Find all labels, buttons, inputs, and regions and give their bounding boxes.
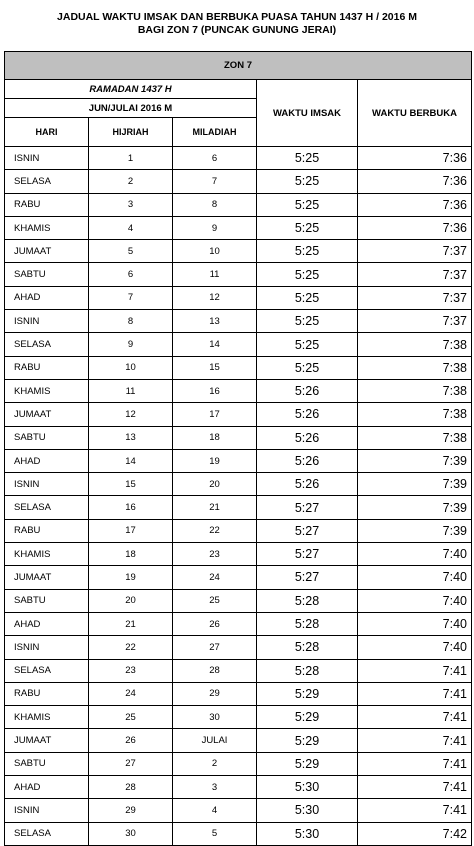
day-cell: SABTU xyxy=(5,426,89,449)
hijriah-cell: 17 xyxy=(89,519,173,542)
hijriah-cell: 30 xyxy=(89,822,173,845)
table-row xyxy=(5,356,472,379)
hijriah-cell: 20 xyxy=(89,589,173,612)
hijriah-cell: 3 xyxy=(89,193,173,216)
day-cell: KHAMIS xyxy=(5,216,89,239)
table-row xyxy=(5,612,472,635)
hijriah-cell: 22 xyxy=(89,636,173,659)
day-cell: JUMAAT xyxy=(5,729,89,752)
table-row xyxy=(5,426,472,449)
day-cell: ISNIN xyxy=(5,636,89,659)
imsak-time-cell: 5:27 xyxy=(257,496,358,519)
table-row xyxy=(5,636,472,659)
table-row xyxy=(5,473,472,496)
imsak-time-cell: 5:27 xyxy=(257,519,358,542)
miladiah-cell: 21 xyxy=(173,496,257,519)
miladiah-cell: 9 xyxy=(173,216,257,239)
header-berbuka: WAKTU BERBUKA xyxy=(358,80,472,147)
hijriah-cell: 13 xyxy=(89,426,173,449)
table-row xyxy=(5,193,472,216)
hijriah-cell: 9 xyxy=(89,333,173,356)
imsak-time-cell: 5:27 xyxy=(257,566,358,589)
miladiah-cell: 28 xyxy=(173,659,257,682)
zone-row xyxy=(5,52,472,80)
table-row xyxy=(5,589,472,612)
berbuka-time-cell: 7:39 xyxy=(358,449,472,472)
table-row xyxy=(5,776,472,799)
imsak-time-cell: 5:29 xyxy=(257,682,358,705)
day-cell: ISNIN xyxy=(5,799,89,822)
table-row xyxy=(5,682,472,705)
miladiah-cell: 5 xyxy=(173,822,257,845)
berbuka-time-cell: 7:39 xyxy=(358,519,472,542)
miladiah-cell: 23 xyxy=(173,543,257,566)
miladiah-cell: 17 xyxy=(173,403,257,426)
imsak-time-cell: 5:29 xyxy=(257,706,358,729)
hijriah-cell: 26 xyxy=(89,729,173,752)
header-miladiah: MILADIAH xyxy=(173,118,257,147)
day-cell: SELASA xyxy=(5,333,89,356)
day-cell: AHAD xyxy=(5,776,89,799)
table-row xyxy=(5,333,472,356)
berbuka-time-cell: 7:40 xyxy=(358,636,472,659)
hijriah-cell: 28 xyxy=(89,776,173,799)
ramadan-label: RAMADAN 1437 H xyxy=(5,80,257,99)
miladiah-cell: 27 xyxy=(173,636,257,659)
berbuka-time-cell: 7:41 xyxy=(358,799,472,822)
imsak-time-cell: 5:26 xyxy=(257,473,358,496)
miladiah-cell: 2 xyxy=(173,752,257,775)
day-cell: ISNIN xyxy=(5,310,89,333)
hijriah-cell: 24 xyxy=(89,682,173,705)
hijriah-cell: 2 xyxy=(89,170,173,193)
day-cell: SELASA xyxy=(5,822,89,845)
hijriah-cell: 16 xyxy=(89,496,173,519)
table-row xyxy=(5,263,472,286)
berbuka-time-cell: 7:38 xyxy=(358,379,472,402)
imsak-time-cell: 5:29 xyxy=(257,729,358,752)
hijriah-cell: 4 xyxy=(89,216,173,239)
berbuka-time-cell: 7:36 xyxy=(358,216,472,239)
berbuka-time-cell: 7:37 xyxy=(358,240,472,263)
imsak-time-cell: 5:27 xyxy=(257,543,358,566)
hijriah-cell: 21 xyxy=(89,612,173,635)
imsak-time-cell: 5:25 xyxy=(257,193,358,216)
day-cell: SABTU xyxy=(5,263,89,286)
table-row xyxy=(5,706,472,729)
header-imsak: WAKTU IMSAK xyxy=(257,80,358,147)
imsak-time-cell: 5:25 xyxy=(257,286,358,309)
header-hijriah: HIJRIAH xyxy=(89,118,173,147)
day-cell: KHAMIS xyxy=(5,543,89,566)
table-row xyxy=(5,729,472,752)
table-row xyxy=(5,286,472,309)
imsak-time-cell: 5:30 xyxy=(257,776,358,799)
hijriah-cell: 7 xyxy=(89,286,173,309)
day-cell: SELASA xyxy=(5,496,89,519)
berbuka-time-cell: 7:41 xyxy=(358,729,472,752)
day-cell: ISNIN xyxy=(5,147,89,170)
imsak-time-cell: 5:25 xyxy=(257,333,358,356)
day-cell: RABU xyxy=(5,193,89,216)
miladiah-cell: 29 xyxy=(173,682,257,705)
table-row xyxy=(5,379,472,402)
miladiah-cell: 20 xyxy=(173,473,257,496)
miladiah-cell: 24 xyxy=(173,566,257,589)
day-cell: JUMAAT xyxy=(5,566,89,589)
hijriah-cell: 6 xyxy=(89,263,173,286)
miladiah-cell: 22 xyxy=(173,519,257,542)
schedule-body xyxy=(5,52,472,846)
imsak-time-cell: 5:25 xyxy=(257,310,358,333)
hijriah-cell: 23 xyxy=(89,659,173,682)
miladiah-cell: 3 xyxy=(173,776,257,799)
miladiah-cell: 16 xyxy=(173,379,257,402)
imsak-time-cell: 5:25 xyxy=(257,240,358,263)
table-row xyxy=(5,170,472,193)
berbuka-time-cell: 7:42 xyxy=(358,822,472,845)
berbuka-time-cell: 7:41 xyxy=(358,706,472,729)
imsak-time-cell: 5:26 xyxy=(257,426,358,449)
imsak-time-cell: 5:25 xyxy=(257,216,358,239)
miladiah-cell: 30 xyxy=(173,706,257,729)
day-cell: KHAMIS xyxy=(5,706,89,729)
berbuka-time-cell: 7:41 xyxy=(358,752,472,775)
miladiah-cell: 4 xyxy=(173,799,257,822)
schedule-table xyxy=(4,51,472,846)
miladiah-cell: 10 xyxy=(173,240,257,263)
berbuka-time-cell: 7:37 xyxy=(358,263,472,286)
table-row xyxy=(5,403,472,426)
hijriah-cell: 18 xyxy=(89,543,173,566)
hijriah-cell: 15 xyxy=(89,473,173,496)
berbuka-time-cell: 7:40 xyxy=(358,566,472,589)
imsak-time-cell: 5:25 xyxy=(257,356,358,379)
table-row xyxy=(5,449,472,472)
imsak-time-cell: 5:30 xyxy=(257,799,358,822)
imsak-time-cell: 5:28 xyxy=(257,636,358,659)
table-row xyxy=(5,659,472,682)
imsak-time-cell: 5:29 xyxy=(257,752,358,775)
miladiah-cell: 13 xyxy=(173,310,257,333)
table-row xyxy=(5,496,472,519)
day-cell: AHAD xyxy=(5,286,89,309)
berbuka-time-cell: 7:39 xyxy=(358,473,472,496)
hijriah-cell: 27 xyxy=(89,752,173,775)
table-row xyxy=(5,822,472,845)
miladiah-cell: 18 xyxy=(173,426,257,449)
imsak-time-cell: 5:28 xyxy=(257,659,358,682)
table-row xyxy=(5,216,472,239)
day-cell: SELASA xyxy=(5,170,89,193)
imsak-time-cell: 5:26 xyxy=(257,403,358,426)
day-cell: ISNIN xyxy=(5,473,89,496)
imsak-time-cell: 5:28 xyxy=(257,589,358,612)
imsak-time-cell: 5:30 xyxy=(257,822,358,845)
table-row xyxy=(5,799,472,822)
berbuka-time-cell: 7:40 xyxy=(358,589,472,612)
miladiah-cell: 15 xyxy=(173,356,257,379)
hijriah-cell: 14 xyxy=(89,449,173,472)
hijriah-cell: 8 xyxy=(89,310,173,333)
berbuka-time-cell: 7:40 xyxy=(358,543,472,566)
zone-label: ZON 7 xyxy=(5,52,472,80)
berbuka-time-cell: 7:37 xyxy=(358,286,472,309)
table-row xyxy=(5,240,472,263)
miladiah-cell: 26 xyxy=(173,612,257,635)
table-row xyxy=(5,566,472,589)
month-label: JUN/JULAI 2016 M xyxy=(5,99,257,118)
berbuka-time-cell: 7:36 xyxy=(358,147,472,170)
berbuka-time-cell: 7:36 xyxy=(358,193,472,216)
berbuka-time-cell: 7:39 xyxy=(358,496,472,519)
page-subtitle: BAGI ZON 7 (PUNCAK GUNUNG JERAI) xyxy=(137,24,337,36)
table-row xyxy=(5,147,472,170)
hijriah-cell: 29 xyxy=(89,799,173,822)
table-row xyxy=(5,310,472,333)
day-cell: KHAMIS xyxy=(5,379,89,402)
berbuka-time-cell: 7:40 xyxy=(358,612,472,635)
miladiah-cell: JULAI xyxy=(173,729,257,752)
berbuka-time-cell: 7:36 xyxy=(358,170,472,193)
berbuka-time-cell: 7:41 xyxy=(358,682,472,705)
table-row xyxy=(5,543,472,566)
miladiah-cell: 11 xyxy=(173,263,257,286)
day-cell: SABTU xyxy=(5,589,89,612)
berbuka-time-cell: 7:38 xyxy=(358,403,472,426)
hijriah-cell: 11 xyxy=(89,379,173,402)
table-row xyxy=(5,752,472,775)
hijriah-cell: 1 xyxy=(89,147,173,170)
miladiah-cell: 19 xyxy=(173,449,257,472)
hijriah-cell: 10 xyxy=(89,356,173,379)
hijriah-cell: 5 xyxy=(89,240,173,263)
imsak-time-cell: 5:25 xyxy=(257,147,358,170)
miladiah-cell: 7 xyxy=(173,170,257,193)
miladiah-cell: 12 xyxy=(173,286,257,309)
imsak-time-cell: 5:26 xyxy=(257,449,358,472)
berbuka-time-cell: 7:37 xyxy=(358,310,472,333)
berbuka-time-cell: 7:38 xyxy=(358,333,472,356)
miladiah-cell: 25 xyxy=(173,589,257,612)
page-title: JADUAL WAKTU IMSAK DAN BERBUKA PUASA TAHUN 1437 H / 2016 M xyxy=(57,11,417,23)
berbuka-time-cell: 7:38 xyxy=(358,426,472,449)
header-hari: HARI xyxy=(5,118,89,147)
hijriah-cell: 12 xyxy=(89,403,173,426)
hijriah-cell: 19 xyxy=(89,566,173,589)
day-cell: AHAD xyxy=(5,612,89,635)
miladiah-cell: 6 xyxy=(173,147,257,170)
table-row xyxy=(5,519,472,542)
hijriah-cell: 25 xyxy=(89,706,173,729)
day-cell: JUMAAT xyxy=(5,403,89,426)
day-cell: RABU xyxy=(5,356,89,379)
imsak-time-cell: 5:28 xyxy=(257,612,358,635)
day-cell: RABU xyxy=(5,682,89,705)
day-cell: SABTU xyxy=(5,752,89,775)
berbuka-time-cell: 7:41 xyxy=(358,776,472,799)
day-cell: JUMAAT xyxy=(5,240,89,263)
berbuka-time-cell: 7:41 xyxy=(358,659,472,682)
imsak-time-cell: 5:25 xyxy=(257,170,358,193)
day-cell: AHAD xyxy=(5,449,89,472)
ramadan-row xyxy=(5,80,472,99)
day-cell: SELASA xyxy=(5,659,89,682)
imsak-time-cell: 5:25 xyxy=(257,263,358,286)
miladiah-cell: 8 xyxy=(173,193,257,216)
imsak-time-cell: 5:26 xyxy=(257,379,358,402)
miladiah-cell: 14 xyxy=(173,333,257,356)
berbuka-time-cell: 7:38 xyxy=(358,356,472,379)
day-cell: RABU xyxy=(5,519,89,542)
